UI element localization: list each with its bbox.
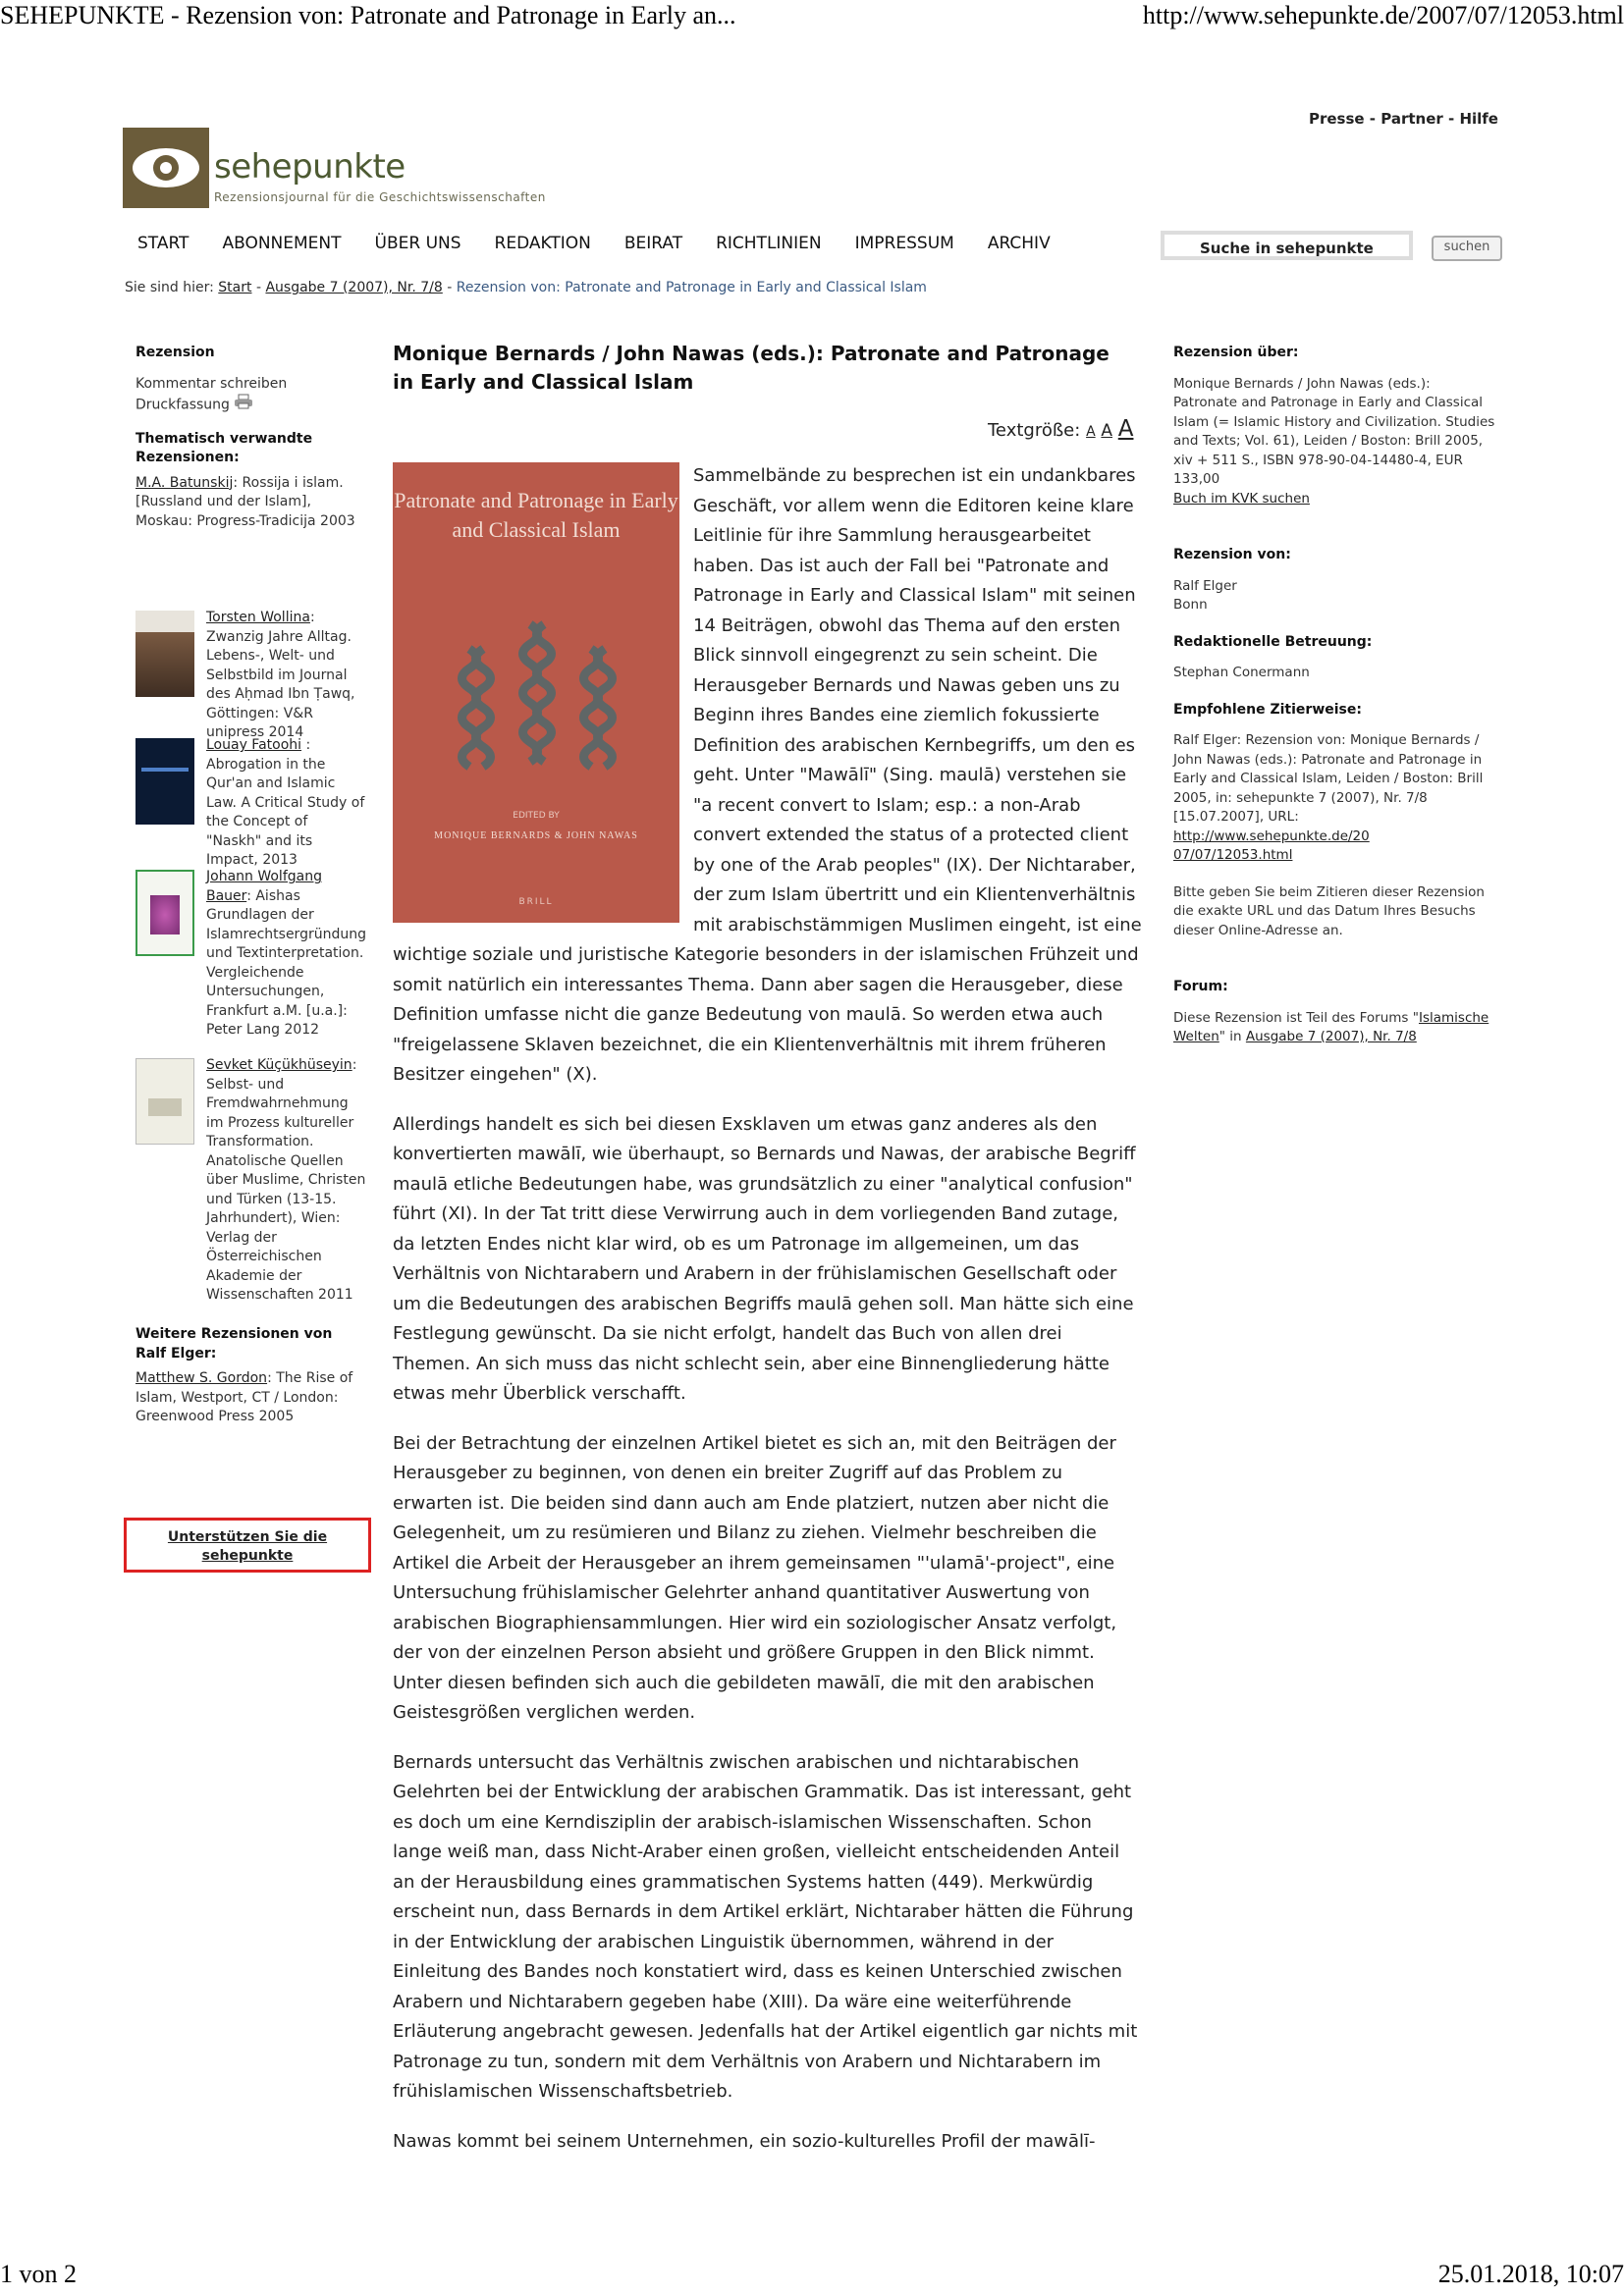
site-logo[interactable] [123,128,589,208]
text-size-small[interactable]: A [1086,424,1096,440]
nav-abonnement[interactable]: ABONNEMENT [222,234,342,253]
article-title: Monique Bernards / John Nawas (eds.): Patronate and Patronage in Early and Classical Islam [393,342,1110,394]
print-header-title: SEHEPUNKTE - Rezension von: Patronate and Patronage in Early an... [0,1,736,29]
related-book-3-head [206,868,366,1041]
book-2-author[interactable]: Louay Fatoohi [206,737,302,753]
reviewer-place: Bonn [1173,597,1208,613]
cover-title: Patronate and Patronage in Early and Classical Islam [394,488,678,542]
article-paragraph: Sammelbände zu besprechen ist ein undankbares Geschäft, vor allem wenn die Editoren keine klare Leitlinie für ihre Sammlung herausgearbeitet haben. Das ist auch der Fall bei "Patronate and Patronage in Early and Classical Islam" mit seinen 14 Beiträgen, obwohl das Thema auf den ersten Blick sinnvoll eingegrenzt zu sein scheint. Die Herausgeber Bernards und Nawas geben uns zu Beginn ihres Bandes eine ziemlich fokussierte Definition des arabischen Kernbegriffs, um den es geht. Unter "Mawālī" (Sing. maulā) verstehen sie "a recent convert to Islam; esp.: a non-Arab convert extended the status of a protected client by one of the Arab peoples" (IX). Der Nichtaraber, der zum Islam übertritt und ein Klientenverhältnis mit arabischstämmigen Muslimen eingeht, ist eine wichtige soziale und juristische Kategorie besonders in der islamischen Frühzeit und somit natürlich ein interessantes Thema. Dann aber sagen die Herausgeber, diese Definition umfasse nicht die ganze Bedeutung von maulā. So werden etwa auch "freigelassene Sklaven bezeichnet, die ein Klientenverhältnis mit ihrem früheren Besitzer eingehen" (X). [393,465,1142,1085]
book-cover-wollina[interactable] [135,611,194,697]
search-input[interactable]: Suche in sehepunkte [1161,231,1413,260]
breadcrumb-current[interactable]: Rezension von: Patronate and Patronage in Early and Classical Islam [456,280,927,295]
forum-heading: Forum: [1173,979,1228,994]
related-book-1: Torsten Wollina: Zwanzig Jahre Alltag. Lebens-, Welt- und Selbstbild im Journal des Aḥmad Ibn Ṭawq, Göttingen: V&R unipress 2014 [206,610,355,740]
nav-redaktion[interactable]: REDAKTION [494,234,591,253]
related-book-4: Sevket Küçükhüseyin: Selbst- und Fremdwahrnehmung im Prozess kultureller Transformation. Anatolische Quellen über Muslime, Christen und Türken (13-15. Jahrhundert), Wien: Verlag der Österreichischen Akademie der Wissenschaften 2011 [206,1057,366,1303]
eye-logo-icon [123,128,209,208]
nav-archiv[interactable]: ARCHIV [987,234,1051,253]
right-sidebar [1173,344,1497,1047]
breadcrumb: Sie sind hier: Start - Ausgabe 7 (2007), Nr. 7/8 - Rezension von: Patronate and Patronage in Early and Classical Islam [125,280,927,295]
print-version-link[interactable]: Druckfassung [135,394,366,416]
more-reviews-heading: Weitere Rezensionen von Ralf Elger: [135,1326,333,1362]
top-links[interactable]: Presse - Partner - Hilfe [1308,110,1498,128]
reviewed-book-heading: Rezension über: [1173,345,1299,360]
forum-text: Diese Rezension ist Teil des Forums "Islamische Welten" in Ausgabe 7 (2007), Nr. 7/8 [1173,1009,1489,1044]
reviewer-heading: Rezension von: [1173,547,1291,562]
more-reviews: Weitere Rezensionen von Ralf Elger: Matthew S. Gordon: The Rise of Islam, Westport, CT / London: Greenwood Press 2005 [135,1325,366,1427]
article-paragraph: Bei der Betrachtung der einzelnen Artikel bietet es sich an, mit den Beiträgen der Herausgeber zu beginnen, von denen ein breiter Zugriff auf das Problem zu erwarten ist. Die beiden sind dann auch am Ende platziert, nutzen aber nicht die Gelegenheit, um zu resümieren und Bilanz zu ziehen. Vielmehr beschreiben die Artikel die Arbeit der Herausgeber an ihrem gemeinsamen "'ulamā'-project", eine Untersuchung frühislamischer Gelehrter anhand quantitativer Auswertung von arabischen Biographiensammlungen. Hier wird ein soziologischer Ansatz verfolgt, der von der einzelnen Person absieht und größere Gruppen in den Blick nimmt. Unter diesen befinden sich auch die gebildeten mawālī, die mit den arabischen Geistesgrößen verglichen werden. [393,1432,1117,1723]
article-paragraph: Nawas kommt bei seinem Unternehmen, ein sozio-kulturelles Profil der mawālī- [393,2130,1096,2152]
book-cover-fatoohi[interactable] [135,738,194,825]
left-sidebar [135,344,366,1424]
kvk-search-link[interactable]: Buch im KVK suchen [1173,490,1310,507]
printer-icon [234,394,253,416]
breadcrumb-issue[interactable]: Ausgabe 7 (2007), Nr. 7/8 [265,280,443,295]
reviewed-book-details: Monique Bernards / John Nawas (eds.): Patronate and Patronage in Early and Classical Islam (= Islamic History and Civilization. Studies and Texts; Vol. 61), Leiden / Boston: Brill 2005, xiv + 511 S., ISBN 978-90-04-14480-4, EUR 133,00 [1173,375,1495,487]
forum-issue-link[interactable]: Ausgabe 7 (2007), Nr. 7/8 [1245,1029,1417,1044]
nav-richtlinien[interactable]: RICHTLINIEN [716,234,822,253]
article-paragraph: Bernards untersucht das Verhältnis zwischen arabischen und nichtarabischen Gelehrten bei der Entwicklung der arabischen Grammatik. Das ist interessant, geht es doch um eine Kerndisziplin der arabisch-islamischen Wissenschaften. Schon lange weiß man, dass Nicht-Araber einen großen, vielleicht entscheidenden Anteil an der Herausbildung eines grammatischen Systems hatten (449). Merkwürdig erscheint nun, dass Bernards in dem Artikel erklärt, Nichtaraber hätten die Führung in der Entwicklung der arabischen Linguistik übernommen, während in der Einleitung des Bandes noch konstatiert wird, dass es keinen Unterschied zwischen Arabern und Nichtarabern gegeben habe (XIII). Da wäre eine weiterführende Erläuterung angebracht gewesen. Jedenfalls hat der Artikel eigentlich gar nichts mit Patronage zu tun, sondern mit dem Verhältnis von Arabern und Nichtarabern im frühislamischen Wissenschaftsbetrieb. [393,1751,1138,2102]
text-size-control: Textgröße: A A A [988,416,1134,442]
comment-link[interactable]: Kommentar schreiben [135,375,288,392]
book-3-text: : Aishas Grundlagen der Islamrechtsergründung und Textinterpretation. Vergleichende Untersuchungen, Frankfurt a.M. [u.a.]: Peter Lang 2012 [206,887,366,1038]
citation-heading: Empfohlene Zitierweise: [1173,701,1362,718]
print-footer-page: 1 von 2 [0,2260,77,2288]
logo-tagline: Rezensionsjournal für die Geschichtswissenschaften [214,190,546,204]
citation-note: Bitte geben Sie beim Zitieren dieser Rezension die exakte URL und das Datum Ihres Besuchs dieser Online-Adresse an. [1173,883,1485,938]
print-footer-datetime: 25.01.2018, 10:07 [1437,2260,1624,2288]
nav-impressum[interactable]: IMPRESSUM [854,234,954,253]
text-size-large[interactable]: A [1117,416,1134,442]
reviewer-name: Ralf Elger [1173,577,1237,594]
sidebar-rezension-heading: Rezension [135,345,215,360]
forum-link[interactable]: Islamische Welten [1173,1009,1489,1044]
editor-heading: Redaktionelle Betreuung: [1173,633,1373,650]
editor-name: Stephan Conermann [1173,665,1310,680]
book-1-author[interactable]: Torsten Wollina [206,610,310,625]
book-3-author[interactable]: Johann Wolfgang Bauer [206,869,322,904]
logo-name: sehepunkte [214,147,406,187]
search-button[interactable]: suchen [1432,236,1502,261]
citation-url[interactable]: http://www.sehepunkte.de/2007/07/12053.html [1173,828,1370,863]
cover-edited-by: EDITED BY [513,811,560,821]
nav-beirat[interactable]: BEIRAT [623,234,683,253]
citation-text: Ralf Elger: Rezension von: Monique Bernards / John Nawas (eds.): Patronate and Patronage in Early and Classical Islam, Leiden / Boston: Brill 2005, in: sehepunkte 7 (2007), Nr. 7/8 [15.07.2007], URL: [1173,732,1484,825]
related-1-author[interactable]: M.A. Batunskij [135,474,234,491]
related-heading: Thematisch verwandte Rezensionen: [135,430,313,465]
nav-ueber-uns[interactable]: ÜBER UNS [374,234,461,253]
related-book-2: Louay Fatoohi : Abrogation in the Qur'an and Islamic Law. A Critical Study of the Concept of "Naskh" and its Impact, 2013 [206,737,365,868]
cover-publisher: BRILL [518,897,554,907]
main-nav [137,234,1084,253]
book-4-author[interactable]: Sevket Küçükhüseyin [206,1057,352,1073]
support-button[interactable]: Unterstützen Sie die sehepunkte [124,1518,371,1573]
book-cover-kuecuekhueseyin[interactable] [135,1058,194,1145]
article-paragraph: Allerdings handelt es sich bei diesen Exsklaven um etwas ganz anderes als den konvertierten mawālī, wie überhaupt, so Bernards und Nawas, der arabische Begriff maulā etliche Bedeutungen habe, was grundsätzlich zu einer "analytical confusion" führt (XI). In der Tat tritt diese Verwirrung auch in dem vorliegenden Band zutage, da letzten Endes nicht klar wird, ob es um Patronage im allgemeinen, um das Verhältnis von Nichtarabern und Arabern in der frühislamischen Gesellschaft oder um die Bedeutungen des arabischen Begriffs maulā gehen soll. Man hätte sich eine Festlegung gewünscht. Da sie nicht erfolgt, handelt das Buch von allen drei Themen. An sich muss das nicht schlecht sein, aber eine Binnengliederung hätte etwas mehr Überblick verschafft. [393,1113,1136,1404]
print-header-url: http://www.sehepunkte.de/2007/07/12053.html [1142,1,1624,29]
breadcrumb-start[interactable]: Start [218,280,252,295]
nav-start[interactable]: START [137,234,189,253]
breadcrumb-prefix: Sie sind hier: [125,280,214,295]
article-body [393,461,1145,2176]
text-size-medium[interactable]: A [1101,421,1113,441]
cover-authors: MONIQUE BERNARDS & JOHN NAWAS [434,830,638,841]
more-review-author[interactable]: Matthew S. Gordon [135,1370,268,1386]
book-cover-bauer[interactable] [135,870,194,956]
related-review-1: M.A. Batunskij: Rossija i islam. [Russland und der Islam], Moskau: Progress-Tradicija 2003 [135,474,355,529]
cover-float-spacer [393,461,693,923]
